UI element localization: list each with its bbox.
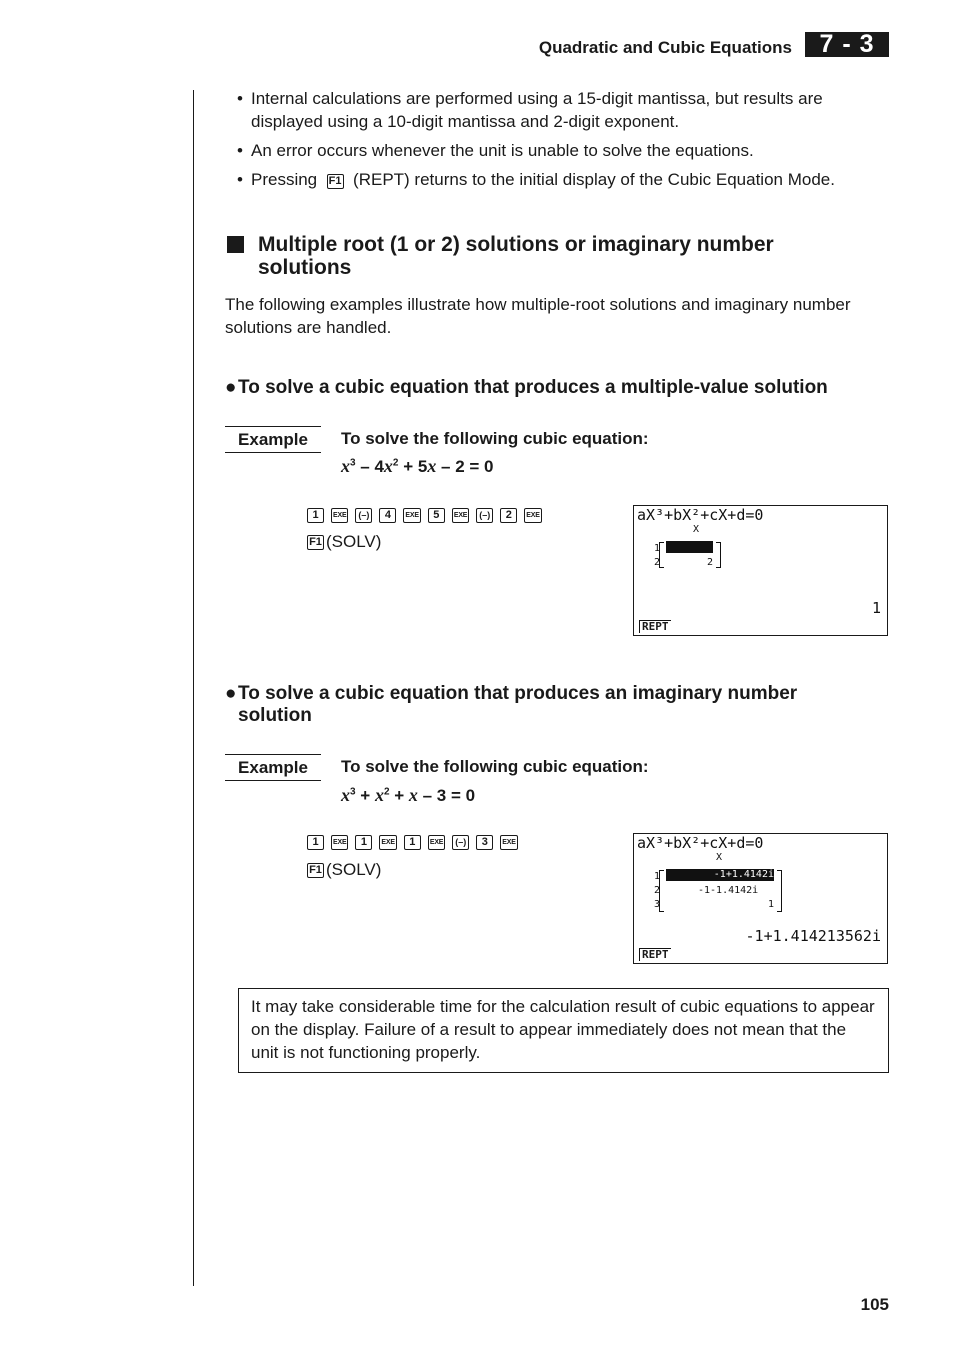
key-exe-icon: EXE: [500, 835, 517, 850]
key-3-icon: 3: [476, 835, 493, 850]
key-exe-icon: EXE: [428, 835, 445, 850]
bullet-text: [237, 168, 897, 191]
section-square-icon: [227, 236, 244, 253]
key-exe-icon: EXE: [331, 508, 348, 523]
screen-cell-value: 1: [768, 899, 775, 910]
key-exe-icon: EXE: [524, 508, 541, 523]
bullet-text-before: Pressing: [251, 170, 318, 189]
screen-result: 1: [871, 599, 881, 617]
key-row: [307, 860, 518, 880]
key-row: [307, 532, 542, 552]
heading-bullet-icon: ●: [225, 377, 237, 398]
key-1-icon: 1: [307, 835, 324, 850]
screen-row-index: 1: [654, 543, 661, 554]
chapter-badge: 7 - 3: [805, 32, 889, 57]
screen-column-label: X: [693, 524, 700, 535]
rept-soft-key: REPT: [639, 620, 671, 633]
screen-equation-line: aX³+bX²+cX+d=0: [637, 834, 764, 852]
note-box: It may take considerable time for the calculation result of cubic equations to appear on the display. Failure of a result to appear immediately does not mean that the unit is not functioning properly.: [238, 988, 889, 1073]
running-header-title: Quadratic and Cubic Equations: [538, 38, 792, 57]
key-exe-icon: EXE: [379, 835, 396, 850]
bullet-text: An error occurs whenever the unit is unable to solve the equations.: [251, 141, 754, 160]
key-1-icon: 1: [404, 835, 421, 850]
example-description: To solve the following cubic equation:: [341, 429, 649, 448]
screen-cell-value: -1-1.4142i: [698, 885, 759, 896]
key-4-icon: 4: [379, 508, 396, 523]
margin-rule: [193, 90, 194, 1286]
key-exe-icon: EXE: [331, 835, 348, 850]
f1-key-icon: F1: [307, 863, 324, 878]
key-negative-icon: (–): [355, 508, 372, 523]
calculator-screen: [633, 833, 888, 964]
solv-label: (SOLV): [326, 860, 382, 879]
example-heading: [225, 377, 885, 399]
key-5-icon: 5: [428, 508, 445, 523]
key-negative-icon: (–): [452, 835, 469, 850]
example-heading: [225, 683, 865, 727]
bullet-item: [237, 168, 897, 191]
example-label: Example: [225, 426, 321, 453]
bullet-item: [237, 87, 877, 133]
example-heading-text: To solve a cubic equation that produces an imaginary number solution: [238, 683, 798, 726]
screen-column-label: X: [716, 852, 723, 863]
example-label: Example: [225, 754, 321, 781]
bullet-dot: •: [237, 89, 243, 108]
heading-bullet-icon: ●: [225, 683, 237, 704]
key-exe-icon: EXE: [452, 508, 469, 523]
screen-selected-cell: [666, 541, 713, 553]
section-intro: The following examples illustrate how multiple-root solutions and imaginary number solutions are handled.: [225, 295, 851, 337]
f1-key-icon: F1: [307, 535, 324, 550]
bullet-dot: •: [237, 141, 243, 160]
screen-row-index: 2: [654, 885, 661, 896]
example-heading-text: To solve a cubic equation that produces a multiple-value solution: [238, 377, 828, 398]
key-exe-icon: EXE: [403, 508, 420, 523]
screen-row-index: 3: [654, 899, 661, 910]
equation: $x^3 + x^2 + x - 3 = 0$: [341, 785, 476, 805]
key-2-icon: 2: [500, 508, 517, 523]
matrix-right-bracket: [777, 870, 782, 912]
page-number: 105: [860, 1295, 889, 1314]
screen-row-index: 2: [654, 557, 661, 568]
key-1-icon: 1: [355, 835, 372, 850]
screen-result: -1+1.414213562i: [745, 927, 881, 945]
screen-selected-cell: -1+1.4142i: [666, 869, 774, 881]
key-negative-icon: (–): [476, 508, 493, 523]
screen-cell-value: 2: [707, 557, 714, 568]
example-description: To solve the following cubic equation:: [341, 757, 649, 776]
screen-equation-line: aX³+bX²+cX+d=0: [637, 506, 764, 524]
bullet-item: [237, 139, 877, 162]
bullet-text: Internal calculations are performed using a 15-digit mantissa, but results are displayed using a 10-digit mantissa and 2-digit exponent.: [251, 89, 823, 131]
equation: $x^3 - 4x^2 + 5x - 2 = 0$: [341, 456, 494, 476]
solv-label: (SOLV): [326, 532, 382, 551]
matrix-right-bracket: [716, 542, 721, 568]
section-title: Multiple root (1 or 2) solutions or imaginary number solutions: [258, 233, 774, 279]
screen-row-index: 1: [654, 871, 661, 882]
calculator-screen: [633, 505, 888, 636]
key-sequence: [307, 505, 542, 552]
rept-soft-key: REPT: [639, 948, 671, 961]
key-sequence: [307, 832, 518, 880]
bullet-dot: •: [237, 170, 243, 189]
key-1-icon: 1: [307, 508, 324, 523]
bullet-text-after: (REPT) returns to the initial display of the Cubic Equation Mode.: [353, 170, 835, 189]
key-row: [307, 505, 542, 525]
f1-key-icon: F1: [327, 174, 344, 189]
key-row: [307, 832, 518, 852]
